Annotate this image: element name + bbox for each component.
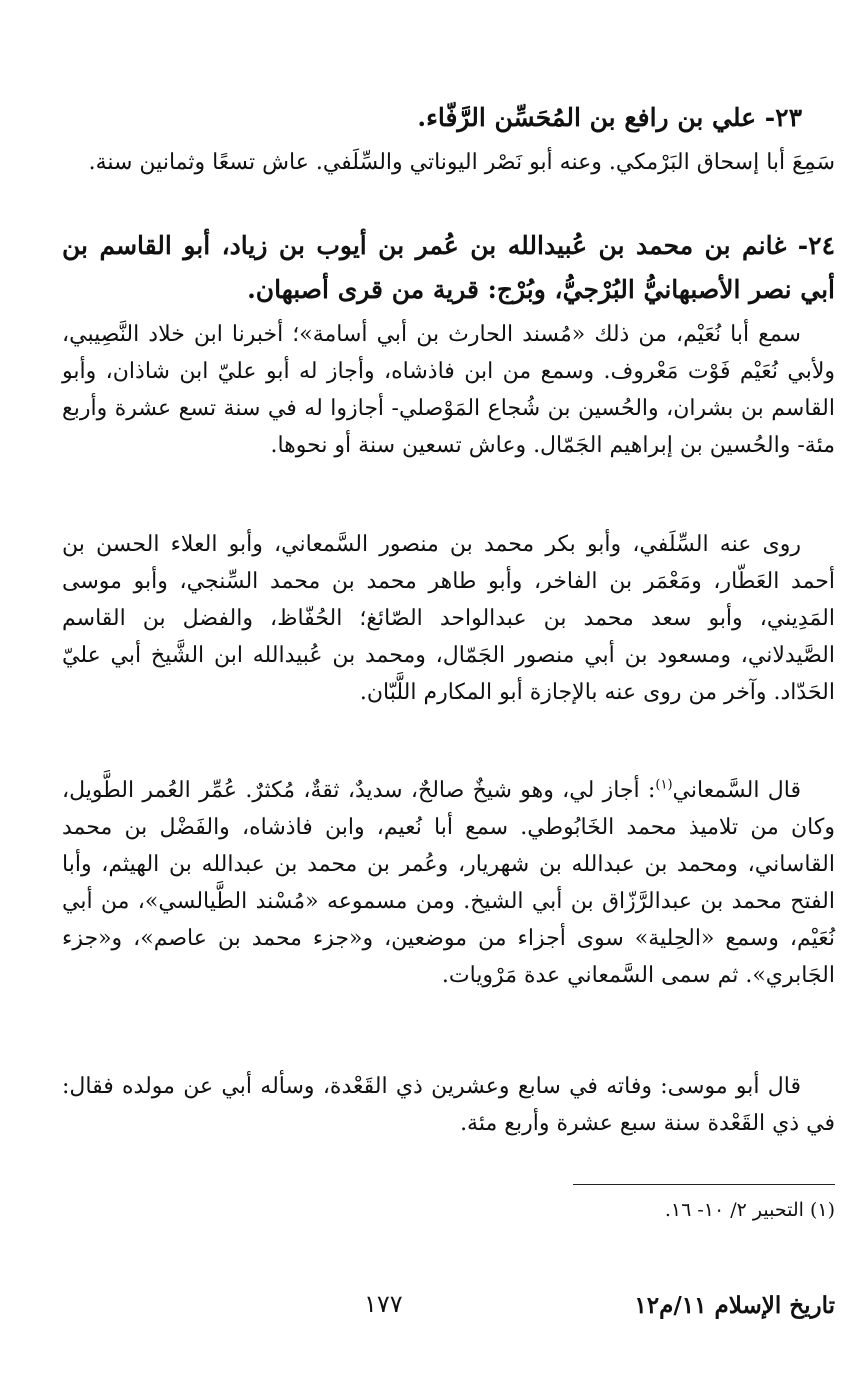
paragraph-3-body: : أجاز لي، وهو شيخٌ صالحٌ، سديدٌ، ثقةٌ، مُكثرٌ. عُمِّر العُمر الطَّويل، وكان من تلاميذ محمد الخَابُوطي. سمع أبا نُعيم، وابن فاذشاه، والفَضْل بن محمد القاساني، ومحمد بن عبدالله بن شهريار، وعُمر بن محمد بن عبدالله بن الهيثم، وأبا الفتح محمد بن عبدالرَّزّاق بن أبي الشيخ. ومن مسموعه «مُسْند الطَّيالسي»، من أبي نُعَيْم، وسمع «الحِلية» سوى أجزاء من موضعين، و«جزء محمد بن عاصم»، و«جزء الجَابري». ثم سمى السَّمعاني عدة مَرْويات. bbox=[62, 778, 835, 988]
entry-24-paragraph-2: روى عنه السِّلَفي، وأبو بكر محمد بن منصور السَّمعاني، وأبو العلاء الحسن بن أحمد العَطّار، ومَعْمَر بن الفاخر، وأبو طاهر محمد بن محمد السِّنجي، وأبو موسى المَدِيني، وأبو سعد محمد بن عبدالواحد الصّائغ؛ الحُفّاظ، والفضل بن القاسم الصَّيدلاني، ومسعود بن أبي منصور الجَمّال، ومحمد بن عُبيدالله ابن الشَّيخ أبي عليّ الحَدّاد. وآخر من روى عنه بالإجازة أبو المكارم اللَّبّان. bbox=[62, 532, 835, 705]
entry-24-paragraph-4: قال أبو موسى: وفاته في سابع وعشرين ذي القَعْدة، وسأله أبي عن مولده فقال: في ذي القَعْدة سنة سبع عشرة وأربع مئة. bbox=[62, 1074, 835, 1136]
entry-24-heading: ٢٤- غانم بن محمد بن عُبيدالله بن عُمر بن أيوب بن زياد، أبو القاسم بن أبي نصر الأصبهانيُّ البُرْجيُّ، وبُرْج: قرية من قرى أصبهان. bbox=[62, 231, 835, 304]
page-number: ١٧٧ bbox=[364, 1290, 403, 1318]
footnote: (١) التحبير ٢/ ١٠- ١٦. bbox=[664, 1199, 835, 1221]
entry-23-heading: ٢٣- علي بن رافع بن المُحَسِّن الرَّفّاء. bbox=[417, 103, 802, 132]
entry-24-paragraph-3 bbox=[62, 772, 835, 994]
entry-23-text: سَمِعَ أبا إسحاق البَرْمكي. وعنه أبو نَصْر اليوناتي والسِّلَفي. عاش تسعًا وثمانين سنة. bbox=[88, 150, 835, 175]
footnote-reference: (١) bbox=[655, 777, 673, 793]
paragraph-3-lead: قال السَّمعاني bbox=[672, 778, 801, 803]
running-footer-title: تاريخ الإسلام ١١/م١٢ bbox=[634, 1292, 835, 1319]
footnote-divider bbox=[573, 1184, 835, 1185]
entry-24-paragraph-1: سمع أبا نُعَيْم، من ذلك «مُسند الحارث بن أبي أسامة»؛ أخبرنا ابن خلاد النَّصِيبي، ولأبي نُعَيْم فَوْت مَعْروف. وسمع من ابن فاذشاه، وأجاز له أبو عليّ ابن شاذان، وأبو القاسم بن بشران، والحُسين بن شُجاع المَوْصلي- أجازوا له في سنة تسع عشرة وأربع مئة- والحُسين بن إبراهيم الجَمّال. وعاش تسعين سنة أو نحوها. bbox=[62, 322, 835, 458]
